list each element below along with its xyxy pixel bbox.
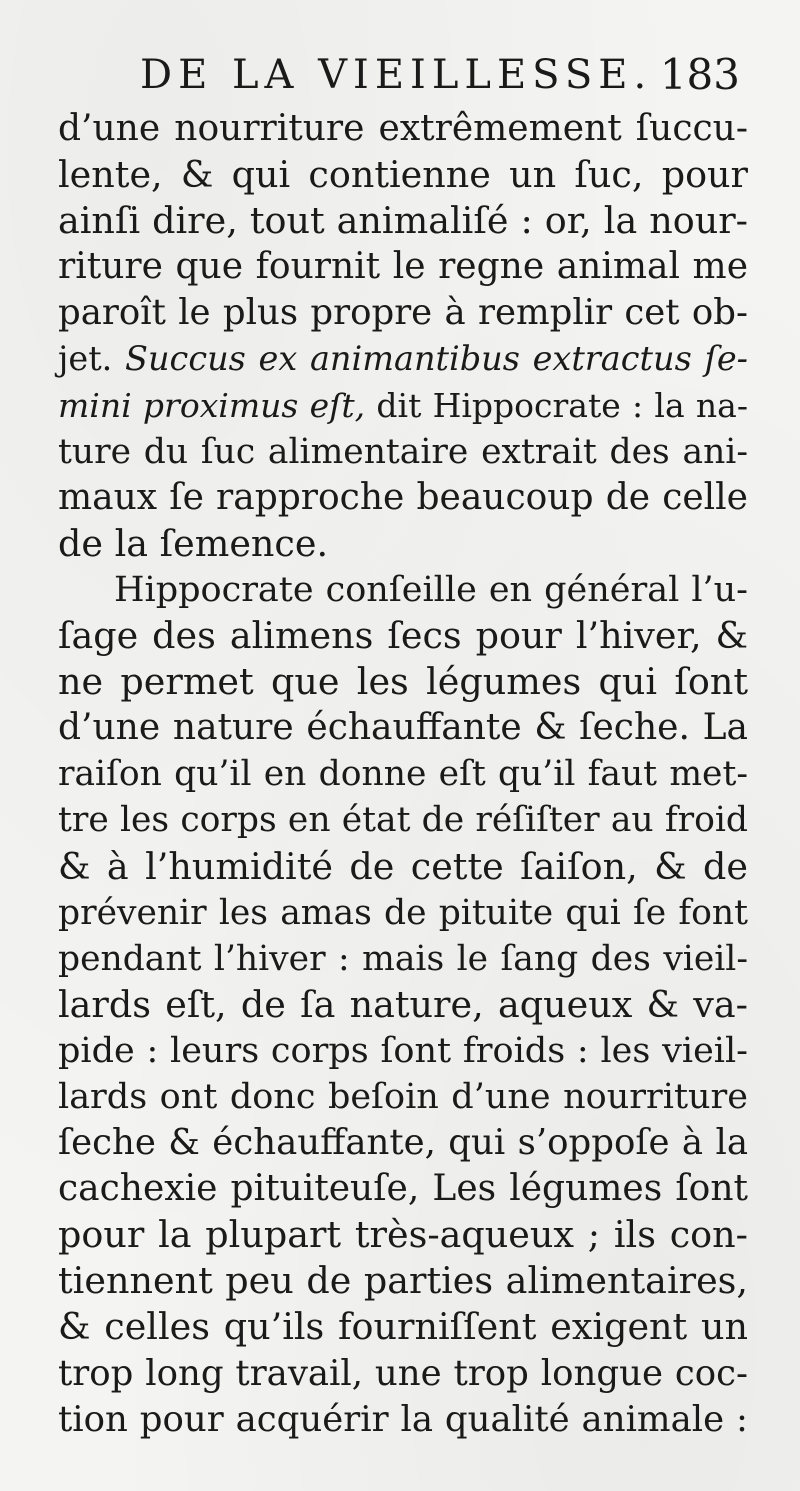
text-line xyxy=(58,890,748,936)
line-text: ſeche & échauffante, qui s’oppoſe à la xyxy=(58,1122,748,1164)
italic-quote: Succus ex animantibus extractus ſe- xyxy=(125,339,748,379)
line-text: tion pour acquérir la qualité animale : xyxy=(58,1398,748,1440)
line-text: Hippocrate conſeille en général l’u- xyxy=(114,569,748,610)
text-line xyxy=(58,336,748,382)
text-line xyxy=(58,1074,748,1120)
line-text: lards eſt, de ſa nature, aqueux & va- xyxy=(58,982,748,1026)
italic-quote: mini proximus eſt, xyxy=(58,385,366,425)
text-line xyxy=(58,152,748,198)
text-line xyxy=(58,936,748,982)
text-line xyxy=(58,1028,748,1074)
text-line xyxy=(58,705,748,751)
line-text: ture du ſuc alimentaire extrait des ani- xyxy=(58,431,748,472)
text-line xyxy=(58,751,748,797)
line-text: maux ſe rapproche beaucoup de celle xyxy=(58,476,748,518)
line-text: lente, & qui contienne un ſuc, pour xyxy=(58,153,748,197)
line-text: pendant l’hiver : mais le ſang des vieil- xyxy=(58,938,748,979)
text-line xyxy=(58,844,748,890)
line-text: & à l’humidité de cette ſaiſon, & de xyxy=(58,844,748,888)
line-text: tiennent peu de parties alimentaires, xyxy=(58,1259,748,1303)
line-text: riture que fournit le regne animal me xyxy=(58,246,748,288)
text-line xyxy=(58,383,748,429)
text-line xyxy=(58,1120,748,1166)
text-line xyxy=(58,567,748,613)
line-text: tre les corps en état de réſiſter au froid xyxy=(58,800,748,841)
text-line xyxy=(58,1258,748,1304)
text-line xyxy=(58,475,748,521)
line-text: d’une nature échauffante & ſeche. La xyxy=(58,707,748,749)
line-text: pide : leurs corps ſont froids : les vieil- xyxy=(58,1030,748,1071)
text-line xyxy=(58,1351,748,1397)
text-line xyxy=(58,290,748,336)
line-text: lards ont donc beſoin d’une nourriture xyxy=(58,1076,748,1117)
line-text: raiſon qu’il en donne eſt qu’il faut met- xyxy=(58,754,748,795)
line-text: dit Hippocrate : la na- xyxy=(376,385,749,425)
line-text: jet. xyxy=(58,339,113,379)
line-text: trop long travail, une trop longue coc- xyxy=(58,1352,748,1394)
line-text: cachexie pituiteuſe, Les légumes ſont xyxy=(58,1168,748,1210)
text-line xyxy=(58,982,748,1028)
text-line xyxy=(58,244,748,290)
line-text: ainſi dire, tout animaliſé : or, la nour- xyxy=(58,199,748,243)
line-text: d’une nourriture extrêmement ſuccu- xyxy=(58,108,748,149)
line-text: paroît le plus propre à remplir cet ob- xyxy=(58,292,748,334)
text-line xyxy=(58,106,748,152)
text-line xyxy=(58,521,748,567)
text-line xyxy=(58,613,748,659)
text-line xyxy=(58,198,748,244)
page-number: 183 xyxy=(659,50,740,99)
line-text: prévenir les amas de pituite qui ſe font xyxy=(58,892,748,933)
line-text: & celles qu’ils fourniſſent exigent un xyxy=(58,1305,748,1349)
line-text: de la ſemence. xyxy=(58,521,329,565)
text-line xyxy=(58,1397,748,1443)
line-text: pour la plupart très-aqueux ; ils con- xyxy=(58,1213,748,1257)
line-text: ne permet que les légumes qui ſont xyxy=(58,660,748,704)
text-line xyxy=(58,1166,748,1212)
page-header xyxy=(140,50,740,100)
text-line xyxy=(58,797,748,843)
text-line xyxy=(58,1304,748,1350)
text-line xyxy=(58,429,748,475)
text-line xyxy=(58,1212,748,1258)
running-head: DE LA VIEILLESSE. xyxy=(140,52,653,98)
body-text xyxy=(58,106,748,1443)
line-text: ſage des alimens ſecs pour l’hiver, & xyxy=(58,614,748,658)
text-line xyxy=(58,659,748,705)
